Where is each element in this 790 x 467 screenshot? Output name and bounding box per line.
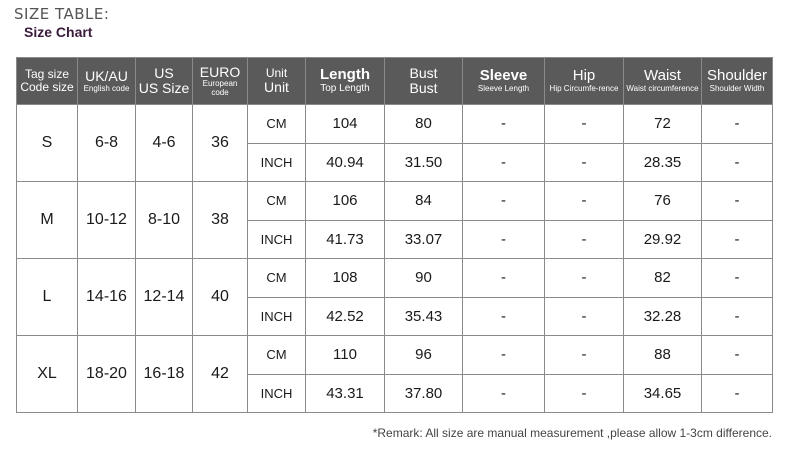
sleeve-cell: -: [463, 105, 545, 144]
length-cell: 42.52: [306, 297, 385, 336]
sleeve-cell: -: [463, 297, 545, 336]
header-second: Unit: [264, 78, 289, 95]
shoulder-cell: -: [702, 259, 773, 298]
header-sub: Top Length: [320, 83, 370, 95]
waist-cell: 88: [624, 336, 702, 375]
header-main: Bust: [409, 65, 438, 82]
hip-cell: -: [545, 105, 624, 144]
shoulder-cell: -: [702, 182, 773, 221]
header-sub: Waist circumference: [626, 84, 699, 94]
bust-cell: 90: [385, 259, 463, 298]
us-size-cell: 4-6: [136, 105, 193, 182]
header-row: [17, 58, 773, 105]
length-cell: 41.73: [306, 220, 385, 259]
euro-size-cell: 36: [193, 105, 248, 182]
page-heading: SIZE TABLE:: [14, 5, 110, 23]
bust-cell: 37.80: [385, 374, 463, 413]
header-main: EURO: [199, 63, 241, 80]
unit-cell: CM: [248, 336, 306, 375]
waist-cell: 32.28: [624, 297, 702, 336]
tag-size-cell: L: [17, 259, 78, 336]
bust-cell: 33.07: [385, 220, 463, 259]
uk-size-cell: 18-20: [78, 336, 136, 413]
header-second: US Size: [138, 80, 190, 96]
us-size-cell: 16-18: [136, 336, 193, 413]
tag-size-cell: XL: [17, 336, 78, 413]
sleeve-cell: -: [463, 336, 545, 375]
header-main: Waist: [644, 67, 681, 85]
header-sub: Shoulder Width: [709, 84, 765, 94]
header-sub: Sleeve Length: [477, 84, 530, 94]
header-sub: English code: [83, 83, 130, 93]
header-second: Bust: [409, 80, 438, 96]
header-length: [306, 58, 385, 105]
length-cell: 106: [306, 182, 385, 221]
length-cell: 110: [306, 336, 385, 375]
header-second: Code size: [20, 80, 74, 94]
us-size-cell: 12-14: [136, 259, 193, 336]
header-sleeve: [463, 58, 545, 105]
unit-cell: INCH: [248, 297, 306, 336]
unit-cell: INCH: [248, 374, 306, 413]
bust-cell: 96: [385, 336, 463, 375]
header-unit: [248, 58, 306, 105]
header-main: Length: [320, 66, 370, 84]
waist-cell: 28.35: [624, 143, 702, 182]
shoulder-cell: -: [702, 220, 773, 259]
unit-cell: CM: [248, 105, 306, 144]
waist-cell: 34.65: [624, 374, 702, 413]
us-size-cell: 8-10: [136, 182, 193, 259]
size-table: [16, 57, 773, 413]
header-main: Unit: [265, 66, 288, 81]
shoulder-cell: -: [702, 143, 773, 182]
table-row: [17, 105, 773, 144]
shoulder-cell: -: [702, 297, 773, 336]
header-uk-au: [78, 58, 136, 105]
header-euro: [193, 58, 248, 105]
length-cell: 108: [306, 259, 385, 298]
bust-cell: 35.43: [385, 297, 463, 336]
bust-cell: 80: [385, 105, 463, 144]
header-sub: Hip Circumfe-rence: [549, 84, 619, 94]
bust-cell: 84: [385, 182, 463, 221]
euro-size-cell: 42: [193, 336, 248, 413]
header-main: Hip: [572, 67, 596, 85]
shoulder-cell: -: [702, 374, 773, 413]
hip-cell: -: [545, 336, 624, 375]
hip-cell: -: [545, 259, 624, 298]
header-main: Shoulder: [706, 67, 768, 85]
tag-size-cell: S: [17, 105, 78, 182]
waist-cell: 29.92: [624, 220, 702, 259]
header-waist: [624, 58, 702, 105]
waist-cell: 76: [624, 182, 702, 221]
euro-size-cell: 40: [193, 259, 248, 336]
shoulder-cell: -: [702, 105, 773, 144]
tag-size-cell: M: [17, 182, 78, 259]
header-main: Tag size: [24, 67, 70, 82]
unit-cell: CM: [248, 182, 306, 221]
bust-cell: 31.50: [385, 143, 463, 182]
shoulder-cell: -: [702, 336, 773, 375]
hip-cell: -: [545, 182, 624, 221]
waist-cell: 82: [624, 259, 702, 298]
header-bust: [385, 58, 463, 105]
euro-size-cell: 38: [193, 182, 248, 259]
table-row: [17, 182, 773, 221]
sleeve-cell: -: [463, 143, 545, 182]
sleeve-cell: -: [463, 220, 545, 259]
header-shoulder: [702, 58, 773, 105]
hip-cell: -: [545, 297, 624, 336]
remark-note: *Remark: All size are manual measurement ,please allow 1-3cm difference.: [372, 426, 772, 440]
hip-cell: -: [545, 220, 624, 259]
waist-cell: 72: [624, 105, 702, 144]
sleeve-cell: -: [463, 374, 545, 413]
header-main: Sleeve: [479, 67, 528, 85]
unit-cell: INCH: [248, 220, 306, 259]
unit-cell: CM: [248, 259, 306, 298]
size-chart-title: Size Chart: [24, 24, 93, 40]
sleeve-cell: -: [463, 259, 545, 298]
header-main: US: [154, 65, 174, 82]
length-cell: 40.94: [306, 143, 385, 182]
header-hip: [545, 58, 624, 105]
sleeve-cell: -: [463, 182, 545, 221]
uk-size-cell: 10-12: [78, 182, 136, 259]
header-main: UK/AU: [85, 67, 128, 84]
length-cell: 104: [306, 105, 385, 144]
unit-cell: INCH: [248, 143, 306, 182]
length-cell: 43.31: [306, 374, 385, 413]
uk-size-cell: 6-8: [78, 105, 136, 182]
table-row: [17, 336, 773, 375]
hip-cell: -: [545, 143, 624, 182]
uk-size-cell: 14-16: [78, 259, 136, 336]
header-us: [136, 58, 193, 105]
table-row: [17, 259, 773, 298]
header-tag-size: [17, 58, 78, 105]
header-sub: European code: [202, 79, 238, 97]
hip-cell: -: [545, 374, 624, 413]
